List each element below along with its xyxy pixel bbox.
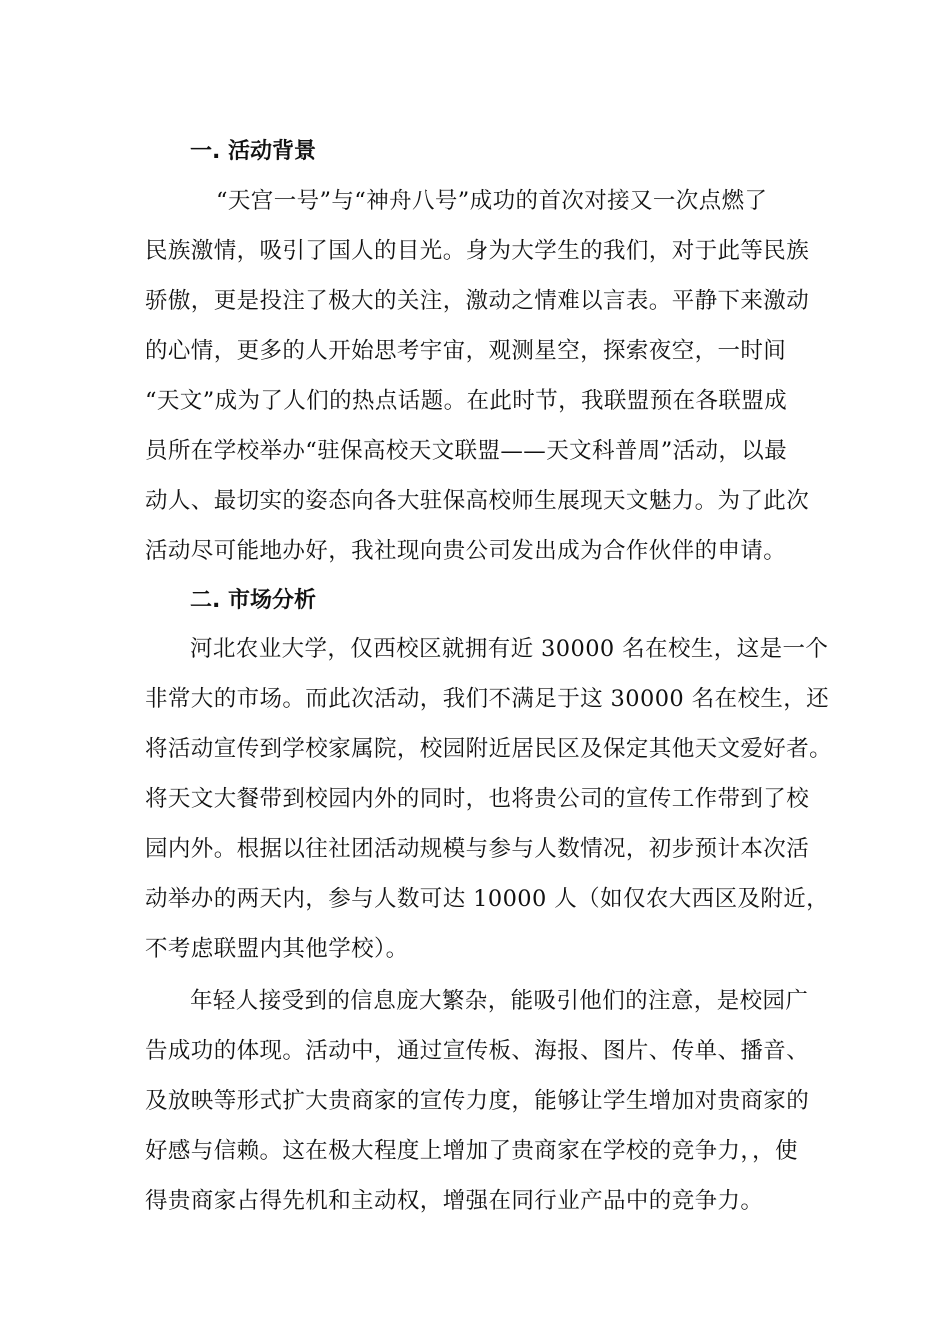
paragraph-line: 将活动宣传到学校家属院，校园附近居民区及保定其他天文爱好者。 <box>145 736 833 762</box>
paragraph-line: 将天文大餐带到校园内外的同时，也将贵公司的宣传工作带到了校 <box>145 786 810 812</box>
paragraph-line: 得贵商家占得先机和主动权，增强在同行业产品中的竞争力。 <box>145 1188 764 1214</box>
paragraph-line: “天宫一号”与“神舟八号”成功的首次对接又一次点燃了 <box>216 188 768 214</box>
paragraph-line: 年轻人接受到的信息庞大繁杂，能吸引他们的注意，是校园广 <box>190 988 809 1014</box>
paragraph-line: 动人、最切实的姿态向各大驻保高校师生展现天文魅力。为了此次 <box>145 488 810 514</box>
paragraph-line: 活动尽可能地办好，我社现向贵公司发出成为合作伙伴的申请。 <box>145 538 787 564</box>
paragraph-line: 园内外。根据以往社团活动规模与参与人数情况，初步预计本次活 <box>145 836 810 862</box>
paragraph-line: “天文”成为了人们的热点话题。在此时节，我联盟预在各联盟成 <box>145 388 788 414</box>
paragraph-line: 及放映等形式扩大贵商家的宣传力度，能够让学生增加对贵商家的 <box>145 1088 810 1114</box>
paragraph-line: 河北农业大学，仅西校区就拥有近 30000 名在校生，这是一个 <box>190 636 829 662</box>
section-heading-background: 一. 活动背景 <box>190 139 317 164</box>
paragraph-line: 动举办的两天内，参与人数可达 10000 人（如仅农大西区及附近， <box>145 886 830 912</box>
paragraph-line: 告成功的体现。活动中，通过宣传板、海报、图片、传单、播音、 <box>145 1038 810 1064</box>
section-heading-market: 二. 市场分析 <box>190 588 317 613</box>
paragraph-line: 非常大的市场。而此次活动，我们不满足于这 30000 名在校生，还 <box>145 686 830 712</box>
paragraph-line: 好感与信赖。这在极大程度上增加了贵商家在学校的竞争力，，使 <box>145 1138 798 1164</box>
paragraph-line: 员所在学校举办“驻保高校天文联盟——天文科普周”活动，以最 <box>145 438 788 464</box>
paragraph-line: 骄傲，更是投注了极大的关注，激动之情难以言表。平静下来激动 <box>145 288 810 314</box>
paragraph-line: 的心情，更多的人开始思考宇宙，观测星空，探索夜空，一时间 <box>145 338 787 364</box>
paragraph-line: 民族激情，吸引了国人的目光。身为大学生的我们，对于此等民族 <box>145 238 810 264</box>
paragraph-line: 不考虑联盟内其他学校）。 <box>145 936 409 962</box>
